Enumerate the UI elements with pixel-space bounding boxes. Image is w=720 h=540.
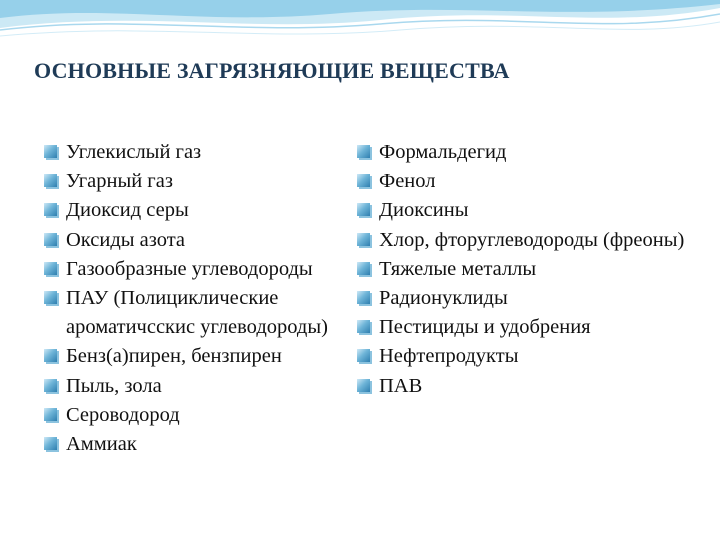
list-item: [44, 138, 364, 167]
square-bullet-icon: [44, 437, 57, 450]
list-item-text: Диоксины: [379, 199, 469, 222]
square-bullet-icon: [44, 349, 57, 362]
page-title: ОСНОВНЫЕ ЗАГРЯЗНЯЮЩИЕ ВЕЩЕСТВА: [34, 58, 510, 83]
list-item-text: Сероводород: [66, 403, 180, 426]
square-bullet-icon: [357, 233, 370, 246]
square-bullet-icon: [357, 349, 370, 362]
list-item-text: ПАВ: [379, 374, 423, 397]
list-item: [44, 342, 364, 371]
list-item: [357, 255, 687, 284]
list-item: [44, 167, 364, 196]
list-item: [44, 401, 364, 430]
list-item-text: Оксиды азота: [66, 228, 186, 251]
list-item: [357, 167, 687, 196]
list-item: [44, 196, 364, 225]
list-item-text: Аммиак: [66, 433, 137, 456]
pollutants-list-left: [44, 138, 364, 459]
list-item-text: Тяжелые металлы: [379, 257, 537, 280]
square-bullet-icon: [357, 203, 370, 216]
header-wave-decoration: [0, 0, 720, 60]
list-item: [357, 313, 687, 342]
list-item: [44, 372, 364, 401]
list-item: [44, 226, 364, 255]
square-bullet-icon: [357, 174, 370, 187]
square-bullet-icon: [357, 262, 370, 275]
square-bullet-icon: [44, 379, 57, 392]
square-bullet-icon: [44, 262, 57, 275]
list-item-text: Бенз(а)пирен, бензпирен: [66, 345, 282, 368]
square-bullet-icon: [44, 203, 57, 216]
list-item: [357, 284, 687, 313]
list-item-text: Пыль, зола: [66, 374, 162, 397]
square-bullet-icon: [44, 291, 57, 304]
list-item: [357, 226, 687, 255]
square-bullet-icon: [357, 379, 370, 392]
list-item-text: Газообразные углеводороды: [66, 257, 313, 280]
list-item-text: Фенол: [379, 170, 436, 193]
list-item: [357, 138, 687, 167]
square-bullet-icon: [357, 145, 370, 158]
list-item: [357, 196, 687, 225]
square-bullet-icon: [357, 291, 370, 304]
square-bullet-icon: [44, 408, 57, 421]
list-item-text: Углекислый газ: [66, 141, 202, 163]
list-item: [357, 342, 687, 371]
pollutants-list-right: [357, 138, 687, 401]
list-item-text: Диоксид серы: [66, 199, 189, 222]
list-item: [357, 372, 687, 401]
list-item: [44, 430, 364, 459]
list-item-text: Пестициды и удобрения: [379, 316, 591, 339]
list-item-text: Нефтепродукты: [379, 345, 519, 368]
square-bullet-icon: [44, 174, 57, 187]
list-item: [44, 284, 364, 342]
square-bullet-icon: [44, 145, 57, 158]
list-item-text: Радионуклиды: [379, 287, 508, 310]
list-item-text: ПАУ (Полициклические ароматичсскис углеводороды): [66, 287, 328, 339]
list-item-text: Хлор, фторуглеводороды (фреоны): [379, 228, 685, 251]
square-bullet-icon: [357, 320, 370, 333]
list-item-text: Формальдегид: [379, 141, 507, 163]
square-bullet-icon: [44, 233, 57, 246]
list-item-text: Угарный газ: [66, 170, 173, 193]
list-item: [44, 255, 364, 284]
